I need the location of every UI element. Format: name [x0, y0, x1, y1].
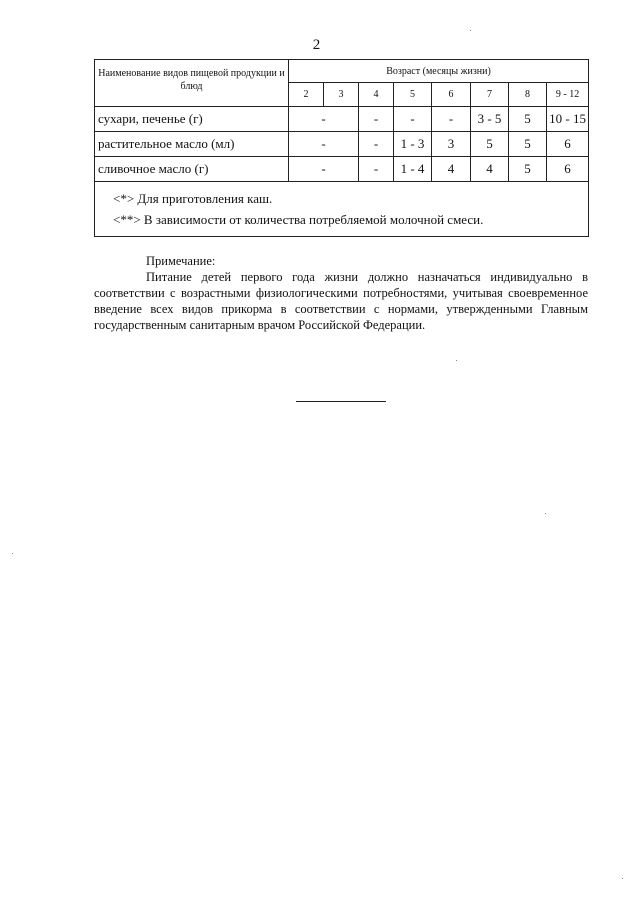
row-label: растительное масло (мл)	[95, 132, 289, 157]
note-text: Питание детей первого года жизни должно назначаться индивидуально в соответствии с возрастными физиологическими потребностями, учитывая своевременное введение всех видов прикорма в соответствии с нормами, утвержденными Главным государственным санитарным врачом Российской Федерации.	[94, 270, 588, 332]
table-cell: 10 - 15	[547, 107, 589, 132]
table-cell: -	[289, 107, 359, 132]
table-cell: 4	[471, 157, 509, 182]
note-block	[94, 253, 588, 333]
month-header: 8	[509, 83, 547, 107]
row-label: сухари, печенье (г)	[95, 107, 289, 132]
table-cell: 3	[432, 132, 471, 157]
month-header: 4	[359, 83, 394, 107]
month-header: 9 - 12	[547, 83, 589, 107]
row-label: сливочное масло (г)	[95, 157, 289, 182]
scan-speck	[12, 553, 13, 554]
table-cell: -	[289, 157, 359, 182]
table-cell: -	[289, 132, 359, 157]
table-cell: 6	[547, 132, 589, 157]
column-header-product: Наименование видов пищевой продукции и блюд	[95, 60, 289, 107]
column-header-age: Возраст (месяцы жизни)	[289, 60, 589, 83]
table-cell: -	[432, 107, 471, 132]
month-header: 2	[289, 83, 324, 107]
table-row	[95, 107, 589, 132]
footnote: <**> В зависимости от количества потребляемой молочной смеси.	[113, 212, 484, 227]
scan-speck	[456, 360, 457, 361]
table-cell: 5	[471, 132, 509, 157]
table-cell: 6	[547, 157, 589, 182]
table-cell: 3 - 5	[471, 107, 509, 132]
table-row	[95, 132, 589, 157]
scan-speck	[470, 30, 471, 31]
table-row	[95, 157, 589, 182]
table-header-row	[95, 60, 589, 83]
table-cell: 5	[509, 132, 547, 157]
scan-speck	[545, 513, 546, 514]
footnotes	[95, 182, 589, 237]
month-header: 5	[394, 83, 432, 107]
month-header: 6	[432, 83, 471, 107]
food-norms-table	[94, 59, 589, 237]
end-separator-line	[296, 401, 386, 402]
table-footnotes-row	[95, 182, 589, 237]
table-cell: -	[359, 157, 394, 182]
note-title: Примечание:	[146, 254, 216, 268]
page-number: 2	[312, 37, 321, 53]
table-cell: 4	[432, 157, 471, 182]
month-header: 7	[471, 83, 509, 107]
table-cell: -	[359, 107, 394, 132]
table-cell: 1 - 3	[394, 132, 432, 157]
month-header: 3	[324, 83, 359, 107]
table-cell: -	[394, 107, 432, 132]
footnote: <*> Для приготовления каш.	[113, 191, 273, 206]
table-cell: 5	[509, 157, 547, 182]
table-cell: 1 - 4	[394, 157, 432, 182]
table-cell: -	[359, 132, 394, 157]
table-cell: 5	[509, 107, 547, 132]
scan-speck	[622, 878, 623, 879]
